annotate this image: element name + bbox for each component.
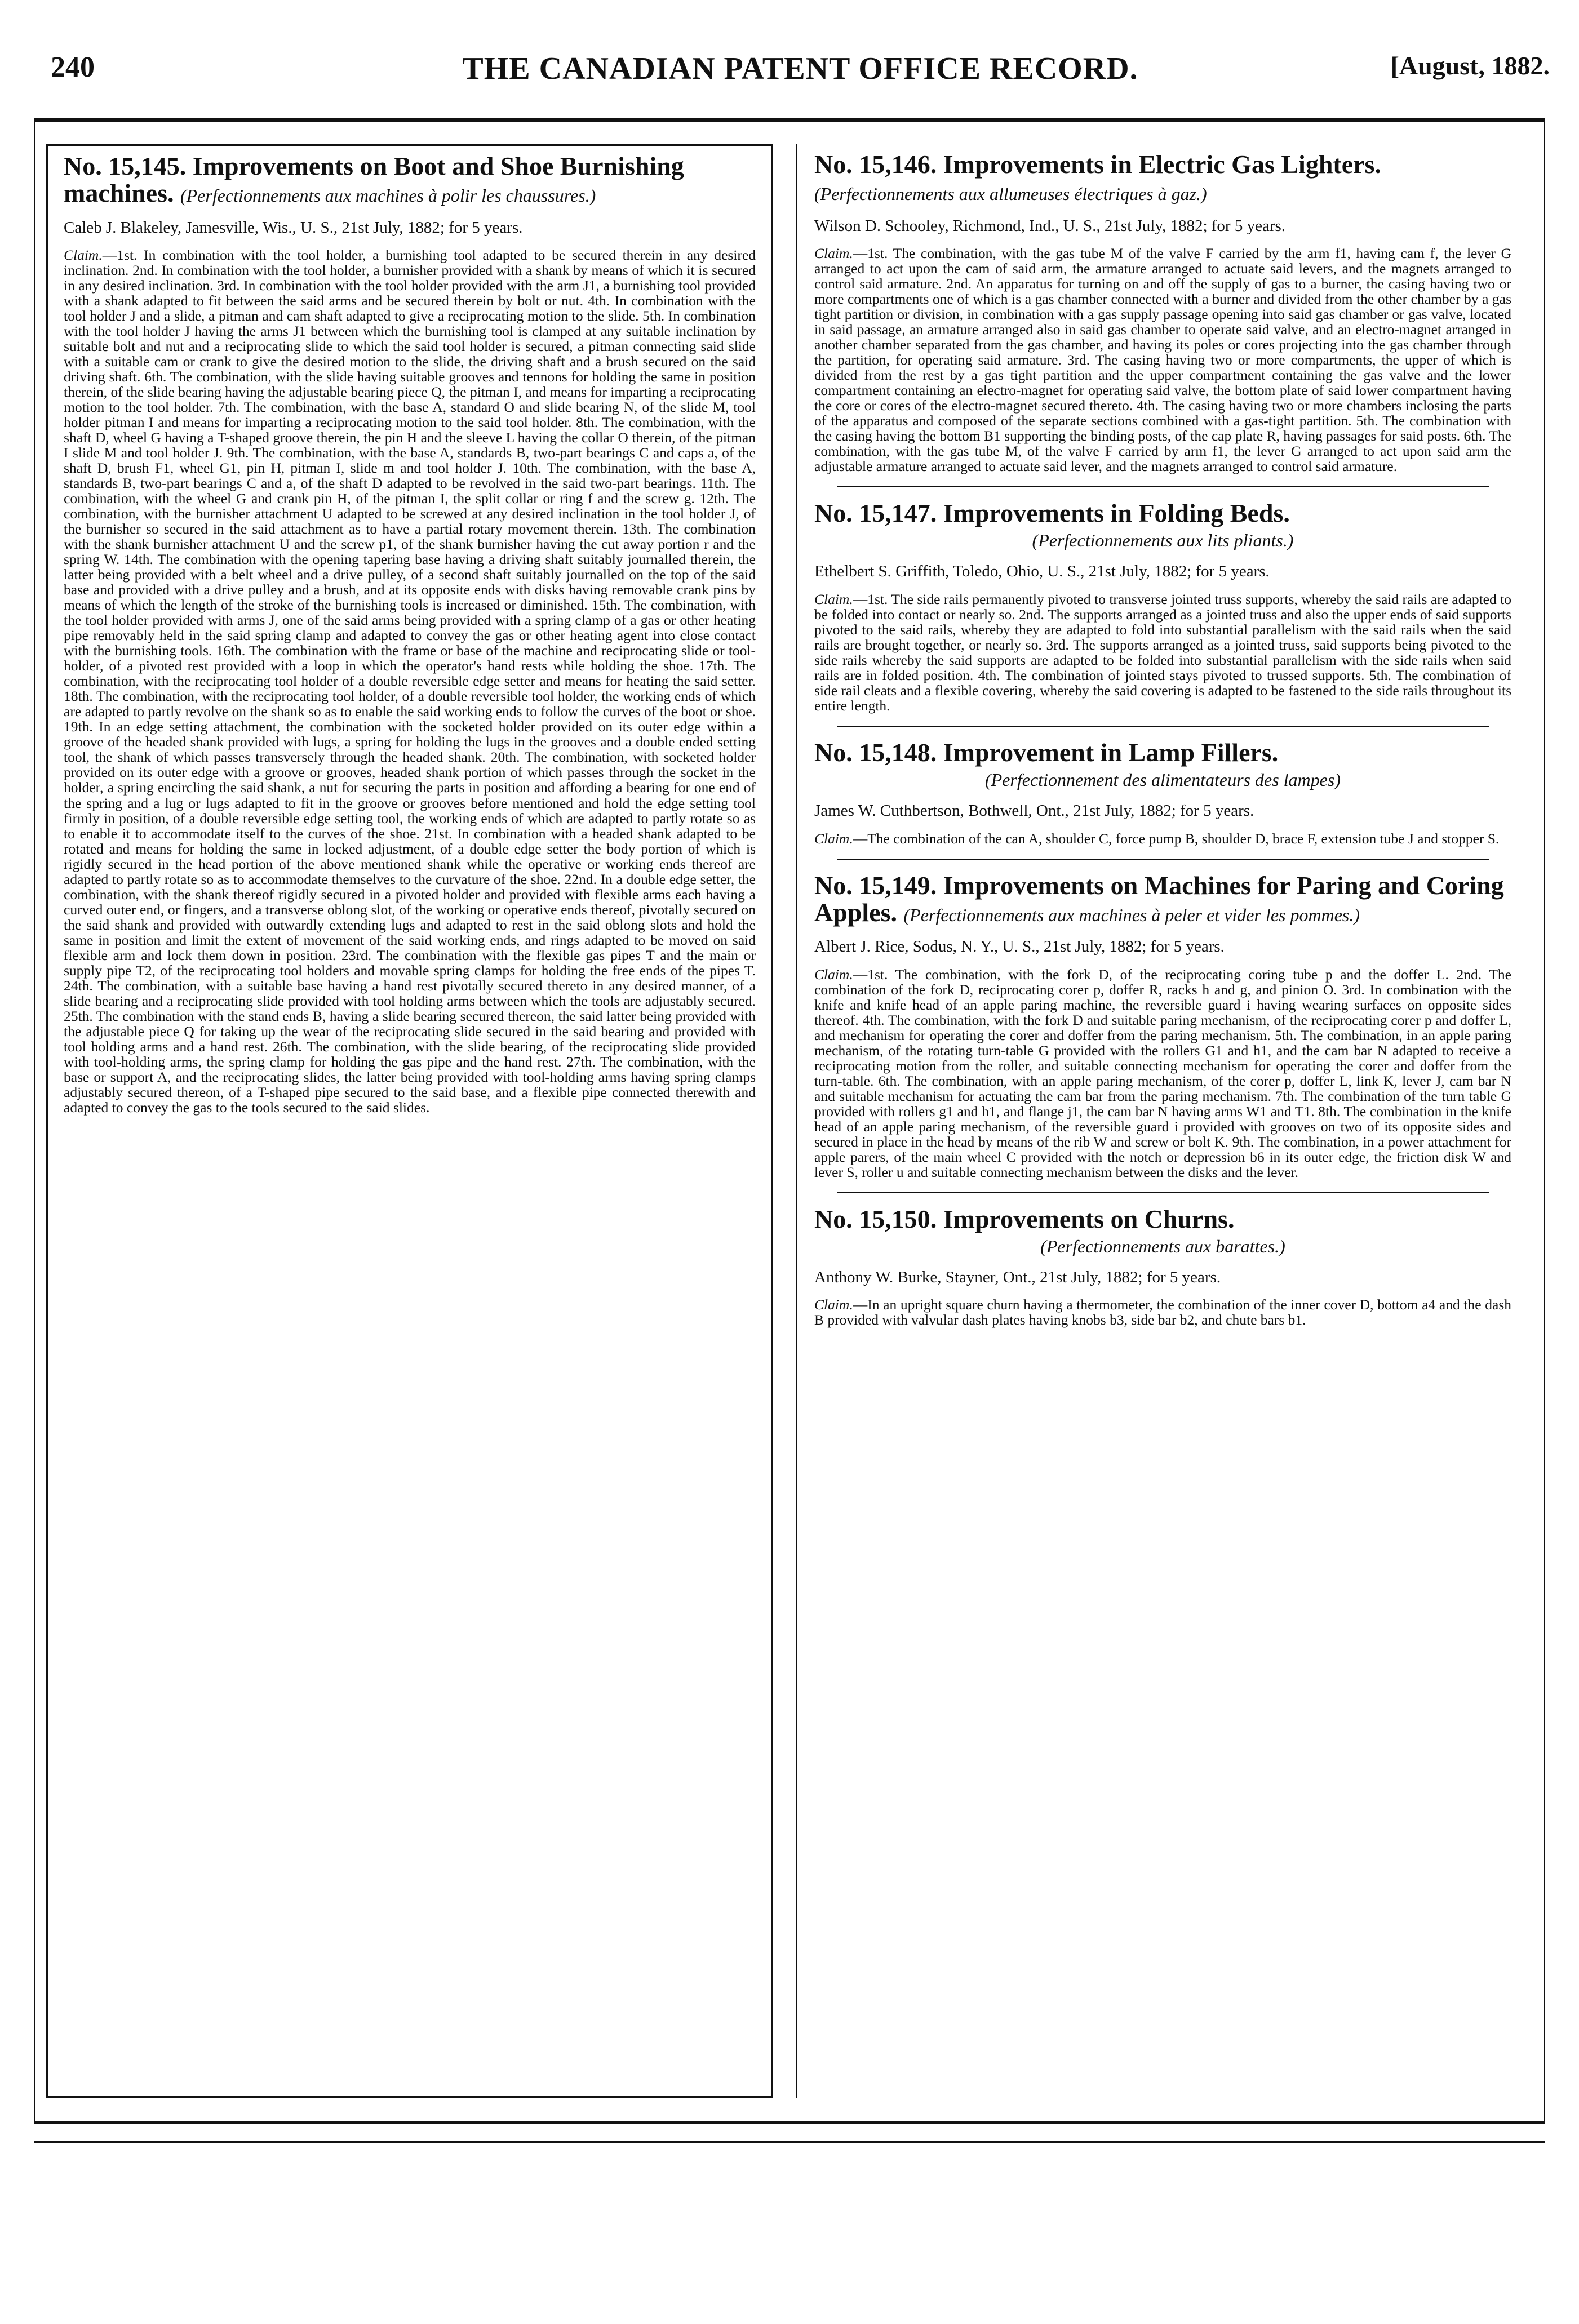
patent-claim [814,1297,1511,1327]
claim-text: —1st. The side rails permanently pivoted to transverse jointed truss supports, whereby the said rails are adapted to be folded into contact or nearly so. 2nd. The supports arranged as a jointed truss and also the upper ends of said supports pivoted to the said rails, whereby they are adapted to fold into substantial parallelism with the said rails when the said rails are brought together, or nearly so. 3rd. The supports arranged as a jointed truss, said supports being pivoted to the side rails whereby the said supports are adapted to be folded into substantial parallelism with the side rails when said rails are in folded position. 4th. The combination of jointed stays pivoted to trussed supports. 5th. The combination of side rail cleats and a flexible covering, whereby the said covering is adapted to be fastened to the side rails throughout its entire length. [814,590,1511,714]
patent-claim [814,967,1511,1180]
left-column [46,144,773,2098]
issue-date: [August, 1882. [1390,51,1550,80]
patent-title: Improvements on Machines for Paring and Coring Apples. [814,870,1504,927]
patent-heading [814,151,1511,206]
section-divider [837,486,1489,487]
patent-inventor: Wilson D. Schooley, Richmond, Ind., U. S., 21st July, 1882; for 5 years. [814,216,1286,235]
patent-number: No. 15,145. [64,152,187,180]
patent-french-title: (Perfectionnements aux barattes.) [1040,1236,1285,1257]
patent-heading [64,153,756,207]
patent-claim [814,831,1511,846]
patent-claim [64,247,756,1115]
right-column [796,144,1528,2098]
claim-label: Claim. [814,590,853,607]
patent-french-title: (Perfectionnements aux allumeuses électriques à gaz.) [814,184,1207,205]
patent-number: No. 15,146. [814,150,937,179]
patent-inventor: James W. Cuthbertson, Bothwell, Ont., 21st July, 1882; for 5 years. [814,802,1254,820]
claim-label: Claim. [814,830,853,847]
claim-label: Claim. [814,1296,853,1313]
patent-15148 [814,739,1511,846]
patent-claim [814,592,1511,713]
patent-inventor: Caleb J. Blakeley, Jamesville, Wis., U. S., 21st July, 1882; for 5 years. [64,218,523,237]
claim-text: —The combination of the can A, shoulder C, force pump B, shoulder D, brace F, extension tube J and stopper S. [853,830,1500,847]
patent-inventor: Ethelbert S. Griffith, Toledo, Ohio, U. S., 21st July, 1882; for 5 years. [814,562,1270,581]
patent-title: Improvements on Churns. [943,1204,1235,1233]
patent-15145 [64,153,756,1115]
patent-heading [814,872,1511,927]
claim-text: —1st. In combination with the tool holder, a burnishing tool adapted to be secured therein in any desired inclination. 2nd. In combination with the tool holder, a burnisher provided with a shank by means of which it is secured in any desired inclination. 3rd. In combination with the tool holder provided with the arm J1, a burnishing tool provided with a shank adapted to fit between the said arms and be secured therein by bolt or nut. 4th. In combination with the tool holder J and a slide, a pitman and cam shaft adapted to give a reciprocating motion to the slide. 5th. In combination with the tool holder J having the arms J1 between which the burnishing tool is clamped at any suitable inclination by suitable bolt and nut and a reciprocating slide to which the said tool holder is secured, a pitman connecting said slide with a suitable cam or crank to give the desired motion to the slide, the driving shaft and a brush secured on the said driving shaft. 6th. The combination, with the slide having suitable grooves and tennons for holding the same in position therein, of the slide bearing having the adjustable bearing piece Q, the pitman I, and means for imparting a reciprocating motion to the tool holder. 7th. The combination, with the base A, standard O and slide bearing N, of the slide M, tool holder pitman I and means for imparting a reciprocating motion to the said tool holder. 8th. The combination, with the shaft D, wheel G having a T-shaped groove therein, the pin H and the sleeve L having the collar O therein, of the pitman I slide M and tool holder J. 9th. The combination, with the base A, standards B, two-part bearings C and caps a, of the shaft D, brush F1, wheel G1, pin H, pitman I, slide m and tool holder J. 10th. The combination, with the base A, standards B, two-part bearings C and a, of the shaft D adapted to be revolved in the said two-part bearings. 11th. The combination, with the wheel G and crank pin H, of the pitman I, the split collar or ring f and the screw g. 12th. The combination, with the burnisher attachment U adapted to be screwed at any desired inclination in the tool holder J, of the burnisher so secured in the said attachment as to have a partial rotary movement therein. 13th. The combination with the shank burnisher attachment U and the screw p1, of the shank burnisher having the cut away portion r and the spring W. 14th. The combination with the opening tapering base having a driving shaft suitably journalled therein, the latter being provided with a belt wheel and a drive pulley, of a second shaft suitably journalled on the top of the said base and provided with a drive pulley and a brush, and at its opposite ends with disks having removable crank pins by means of which the length of the stroke of the burnishing tools is increased or diminished. 15th. The combination, with the tool holder provided with arms J, one of the said arms being provided with a spring clamp of a gas or other heating pipe removably held in the said spring clamp and adapted to convey the gas or other heating agent into close contact with the burnishing tools. 16th. The combination with the frame or base of the machine and reciprocating slide or tool-holder, of a pivoted rest provided with a loop in which the operator's hand rests while holding the shoe. 17th. The combination, with the reciprocating tool holder of a double reversible edge setter and means for heating the said setter. 18th. The combination, with the reciprocating tool holder, of a double reversible tool holder, the working ends of which are adapted to partly revolve on the shank so as to enable the said working ends to follow the curves of the boot or shoe. 19th. In an edge setting attachment, the combination with the socketed holder provided on its outer edge within a groove of the headed shank provided with lugs, a spring for holding the lugs in the grooves and a double ended setting tool, the shank of which passes transversely through the headed shank. 20th. The combination, with socketed holder provided on its outer edge with a groove or grooves, headed shank portion of which passes through the socket in the holder, a spring encircling the said shank, a nut for securing the parts in position and affording a bearing for one end of the spring and a lug or lugs adapted to fit in the groove or grooves before mentioned and hold the edge setting tool firmly in position, of a double reversible edge setting tool, the working ends of which are adapted to partly rotate so as to enable it to accommodate itself to the curves of the shoe. 21st. In combination with a headed shank adapted to be rotated and means for holding the same in locked adjustment, of a double edge setter the body portion of which is rigidly secured in the head portion of the above mentioned shank while the operative or working ends thereof are adapted to partly rotate so as to accommodate themselves to the curvature of the shoe. 22nd. In a double edge setter, the combination, with the shank thereof rigidly secured in a pivoted holder and provided with flexible arms each having a curved outer end, or fingers, and a transverse oblong slot, of the working or operative ends thereof, pivotally secured on the said shank and provided with outwardly extending lugs and adapted to rest in the said oblong slots and hold the same in position and limit the extent of movement of the said working ends, and rings adapted to be moved on said flexible arm and lock them down in position. 23rd. The combination with the flexible gas pipes T and the main or supply pipe T2, of the reciprocating tool holders and movable spring clamps for holding the free ends of the pipes T. 24th. The combination, with a suitable base having a hand rest pivotally secured thereto in any desired manner, of a slide bearing and a reciprocating slide provided with tool holding arms between which the tools are adjustably secured. 25th. The combination with the stand ends B, having a slide bearing secured thereon, the said latter being provided with the adjustable piece Q for taking up the wear of the reciprocating slide secured in the said bearing and provided with tool holding arms and a hand rest. 26th. The combination, with the slide bearing, of the reciprocating slide provided with tool-holding arms, the spring clamp for holding the gas pipe and the hand rest. 27th. The combination, with the base or support A, and the reciprocating slides, the latter being provided with tool-holding arms having spring clamps adjustably secured thereon, of a T-shaped pipe secured to the said base, and a flexible pipe connected therewith and adapted to convey the gas to the tools secured to the said slides. [64,246,756,1116]
patent-inventor: Albert J. Rice, Sodus, N. Y., U. S., 21st July, 1882; for 5 years. [814,937,1225,956]
page-bottom-rule [34,2141,1545,2143]
patent-15147 [814,500,1511,713]
patent-number: No. 15,150. [814,1204,937,1233]
claim-text: —In an upright square churn having a thermometer, the combination of the inner cover D, bottom a4 and the dash B provided with valvular dash plates having knobs b3, side bar b2, and chute bars b1. [814,1296,1511,1328]
patent-inventor: Anthony W. Burke, Stayner, Ont., 21st July, 1882; for 5 years. [814,1268,1221,1287]
patent-number: No. 15,147. [814,499,937,528]
patent-number: No. 15,149. [814,870,937,900]
patent-heading [814,500,1511,527]
claim-label: Claim. [64,246,103,263]
patent-number: No. 15,148. [814,737,937,767]
patent-heading [814,1206,1511,1233]
claim-label: Claim. [814,245,853,261]
patent-french-title: (Perfectionnements aux lits pliants.) [1032,530,1294,551]
page-header [51,34,1550,96]
patent-claim [814,246,1511,474]
patent-title: Improvements in Folding Beds. [943,499,1290,528]
claim-label: Claim. [814,966,853,983]
patent-title: Improvements on Boot and Shoe Burnishing machines. [64,152,684,208]
patent-heading [814,739,1511,766]
patent-title: Improvement in Lamp Fillers. [943,737,1279,767]
page-number: 240 [51,51,95,83]
patent-french-title: (Perfectionnements aux machines à polir les chaussures.) [180,185,596,206]
section-divider [837,1192,1489,1193]
section-divider [837,726,1489,727]
claim-text: —1st. The combination, with the gas tube M of the valve F carried by the arm f1, having cam f, the lever G arranged to act upon the cam of said arm, the armature arranged to actuate said levers, and the magnets arranged to control said armature. 2nd. An apparatus for turning on and off the supply of gas to a burner, the casing having two or more compartments one of which is a gas chamber connected with a burner and divided from the other chamber by a gas tight partition or division, in combination with a gas supply passage opening into said gas chamber or gas valve, located in said passage, an armature arranged also in said gas chamber to operate said valve, and an electro-magnet arranged in another chamber separated from the gas chamber, and having its poles or cores projecting into the gas chamber through the partition, for operating said armature. 3rd. The casing having two or more compartments, the upper of which is divided from the rest by a gas tight partition and the upper compartment containing the gas valve and the lower compartment containing an electro-magnet for operating said valve, the bottom plate of said lower compartment having the core or cores of the electro-magnet secured thereto. 4th. The casing having two or more chambers inclosing the parts of the apparatus and composed of the separate sections combined with a gas-tight partition. 5th. The combination with the casing having the bottom B1 supporting the binding posts, of the cap plate R, having passages for said posts. 6th. The combination, with the gas tube M, of the valve F carried by arm f1, the lever G arranged to act upon said arm the adjustable armature arranged to actuate said lever, and the magnets arranged to control said armature. [814,245,1511,475]
patent-15149 [814,872,1511,1180]
claim-text: —1st. The combination, with the fork D, of the reciprocating coring tube p and the doffer L. 2nd. The combination of the fork D, reciprocating corer p, doffer R, racks h and g, and pinion O. 3rd. In combination with the knife and knife head of an apple paring machine, the reversible guard i having wearing surfaces on opposite sides thereof. 4th. The combination, with the fork D and suitable paring mechanism, of the reciprocating corer p and doffer L, and mechanism for operating the corer and doffer from the paring mechanism. 5th. The combination, in an apple paring mechanism, of the rotating turn-table G provided with the rollers G1 and h1, and the cam bar N adapted to receive a reciprocating motion from the roller, and suitable connecting mechanism for operating the corer and doffer from the turn-table. 6th. The combination, with an apple paring mechanism, of the corer p, doffer L, link K, lever J, cam bar N and suitable mechanism for actuating the cam bar from the paring mechanism. 7th. The combination of the turn table G provided with rollers g1 and h1, and flange j1, the cam bar N having arms W1 and T1. 8th. The combination in the knife head of an apple paring mechanism, of the reversible guard i provided with grooves on two of its opposite sides and secured in place in the head by means of the rib W and screw or bolt K. 9th. The combination, in a power attachment for apple parers, of the main wheel C provided with the notch or depression b6 in its outer edge, the friction disk W and lever S, roller u and suitable connecting mechanism between the disks and the lever. [814,966,1511,1180]
page-frame [34,118,1545,2124]
section-divider [837,859,1489,860]
patent-french-title: (Perfectionnement des alimentateurs des lampes) [985,770,1341,790]
publication-title: THE CANADIAN PATENT OFFICE RECORD. [462,51,1138,86]
patent-15150 [814,1206,1511,1328]
patent-15146 [814,151,1511,474]
patent-french-title: (Perfectionnements aux machines à peler et vider les pommes.) [903,904,1360,925]
patent-title: Improvements in Electric Gas Lighters. [943,150,1381,179]
